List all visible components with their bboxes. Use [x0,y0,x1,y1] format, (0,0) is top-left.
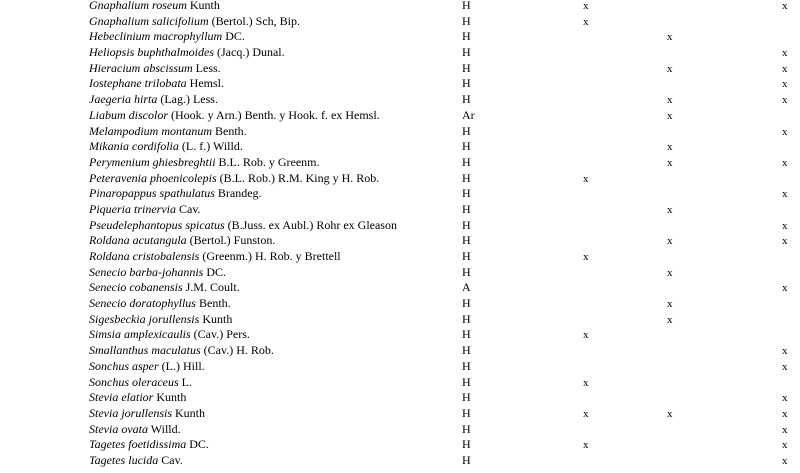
species-cell [89,76,224,92]
species-name: Sigesbeckia jorullensis [89,311,200,326]
species-cell [89,249,341,265]
table-row [0,390,800,406]
species-author: Hemsl. [189,76,225,91]
table-row [0,343,800,359]
presence-mark-col-3: x [782,0,788,12]
growth-form-cell: H [462,29,471,44]
species-author: (Bertol.) Sch, Bip. [211,13,300,28]
species-author: (B.Juss. ex Aubl.) Rohr ex Gleason [227,217,397,232]
presence-mark-col-3: x [782,219,788,232]
species-cell [89,437,209,453]
growth-form-cell: H [462,123,471,138]
table-row [0,280,800,296]
species-cell [89,233,275,249]
species-cell [89,155,320,171]
table-row [0,312,800,328]
species-cell [89,186,262,202]
species-cell [89,108,380,124]
table-row [0,406,800,422]
presence-mark-col-2: x [667,156,673,169]
table-row [0,108,800,124]
presence-mark-col-3: x [782,392,788,405]
species-author: J.M. Coult. [185,280,240,295]
species-name: Smallanthus maculatus [89,343,201,358]
species-name: Simsia amplexicaulis [89,327,191,342]
species-author: B.L. Rob. y Greenm. [218,154,320,169]
species-name: Senecio cobanensis [89,280,183,295]
table-row [0,233,800,249]
species-author: (Bertol.) Funston. [189,233,276,248]
species-name: Stevia jorullensis [89,405,172,420]
species-author: Kunth [189,0,220,12]
species-cell [89,327,250,343]
species-author: (Cav.) H. Rob. [203,343,274,358]
growth-form-cell: H [462,452,471,467]
species-cell [89,359,205,375]
presence-mark-col-2: x [667,94,673,107]
growth-form-cell: H [462,437,471,452]
species-cell [89,14,300,30]
presence-mark-col-3: x [782,78,788,91]
table-row [0,359,800,375]
species-author: Benth. [198,296,231,311]
species-author: (Cav.) Pers. [193,327,250,342]
species-cell [89,312,232,328]
species-author: (B.L. Rob.) R.M. King y H. Rob. [219,170,380,185]
species-cell [89,218,397,234]
presence-mark-col-3: x [782,439,788,452]
species-author: DC. [206,264,226,279]
presence-mark-col-1: x [583,329,589,342]
presence-mark-col-3: x [782,345,788,358]
presence-mark-col-3: x [782,407,788,420]
table-row [0,437,800,453]
growth-form-cell: H [462,405,471,420]
species-cell [89,390,186,406]
species-author: (L.) Hill. [161,358,205,373]
species-name: Stevia elatior [89,390,154,405]
species-author: (Jacq.) Dunal. [217,45,285,60]
species-author: Cav. [161,452,183,467]
table-row [0,218,800,234]
table-row [0,186,800,202]
species-author: Kunth [202,311,233,326]
species-cell [89,375,192,391]
species-cell [89,45,285,61]
table-row [0,76,800,92]
growth-form-cell: H [462,327,471,342]
species-cell [89,0,220,14]
growth-form-cell: H [462,154,471,169]
presence-mark-col-1: x [583,251,589,263]
presence-mark-col-1: x [583,439,589,452]
growth-form-cell: H [462,421,471,436]
presence-mark-col-3: x [782,282,788,295]
species-cell [89,296,231,312]
table-row [0,296,800,312]
growth-form-cell: H [462,296,471,311]
species-name: Perymenium ghiesbreghtii [89,154,216,169]
presence-mark-col-2: x [667,31,673,44]
presence-mark-col-1: x [583,15,589,28]
presence-mark-col-3: x [782,235,788,248]
table-row [0,453,800,469]
species-author: (Greenm.) H. Rob. y Brettell [202,249,341,263]
species-cell [89,453,183,469]
species-author: Benth. [215,123,247,138]
growth-form-cell: H [462,358,471,373]
growth-form-cell: A [462,280,471,295]
species-author: Kunth [156,390,187,405]
species-name: Hebeclinium macrophyllum [89,29,223,44]
table-row [0,155,800,171]
species-cell [89,29,245,45]
species-name: Tagetes lucida [89,452,159,467]
presence-mark-col-3: x [782,94,788,107]
growth-form-cell: H [462,264,471,279]
growth-form-cell: H [462,92,471,107]
species-name: Heliopsis buphthalmoides [89,45,214,60]
presence-mark-col-2: x [667,141,673,154]
presence-mark-col-1: x [583,376,589,389]
presence-mark-col-1: x [583,172,589,185]
presence-mark-col-3: x [782,188,788,201]
growth-form-cell: H [462,76,471,91]
species-author: L. [181,374,192,389]
species-author: (L. f.) Willd. [181,139,243,154]
species-name: Roldana cristobalensis [89,249,200,263]
presence-mark-col-2: x [667,235,673,248]
species-author: Less. [195,60,221,75]
growth-form-cell: H [462,217,471,232]
growth-form-cell: H [462,233,471,248]
species-cell [89,265,226,281]
species-name: Senecio doratophyllus [89,296,196,311]
species-cell [89,171,379,187]
presence-mark-col-3: x [782,423,788,436]
table-row [0,124,800,140]
growth-form-cell: H [462,249,471,263]
species-author: Cav. [179,201,201,216]
table-row [0,61,800,77]
species-author: Willd. [150,421,181,436]
growth-form-cell: H [462,60,471,75]
species-author: Brandeg. [217,186,262,201]
presence-mark-col-3: x [782,47,788,60]
species-name: Liabum discolor [89,107,169,122]
table-row [0,92,800,108]
species-cell [89,280,240,296]
presence-mark-col-1: x [583,0,589,12]
table-row [0,139,800,155]
presence-mark-col-3: x [782,454,788,467]
presence-mark-col-2: x [667,298,673,311]
presence-mark-col-3: x [782,62,788,75]
species-name: Pinaropappus spathulatus [89,186,215,201]
growth-form-cell: H [462,186,471,201]
table-row [0,202,800,218]
presence-mark-col-2: x [667,407,673,420]
species-author: DC. [189,437,209,452]
species-name: Hieracium abscissum [89,60,193,75]
species-author: DC. [225,29,245,44]
species-name: Pseudelephantopus spicatus [89,217,225,232]
species-name: Senecio barba-johannis [89,264,204,279]
species-cell [89,92,218,108]
table-row [0,29,800,45]
presence-mark-col-2: x [667,203,673,216]
species-cell [89,343,274,359]
species-name: Tagetes foetidissima [89,437,187,452]
species-cell [89,139,243,155]
species-cell [89,124,247,140]
growth-form-cell: H [462,170,471,185]
presence-mark-col-2: x [667,62,673,75]
species-name: Iostephane trilobata [89,76,187,91]
species-cell [89,61,221,77]
growth-form-cell: H [462,390,471,405]
species-cell [89,202,201,218]
species-author: Kunth [175,405,205,420]
species-name: Sonchus asper [89,358,159,373]
presence-mark-col-1: x [583,407,589,420]
growth-form-cell: H [462,201,471,216]
presence-mark-col-3: x [782,125,788,138]
species-name: Gnaphalium roseum [89,0,187,12]
growth-form-cell: H [462,343,471,358]
species-name: Gnaphalium salicifolium [89,13,209,28]
species-cell [89,406,205,422]
presence-mark-col-2: x [667,266,673,279]
growth-form-cell: H [462,0,471,12]
presence-mark-col-3: x [782,360,788,373]
growth-form-cell: H [462,311,471,326]
species-name: Stevia ovata [89,421,148,436]
species-author: (Hook. y Arn.) Benth. y Hook. f. ex Hemsl. [171,107,380,122]
species-name: Mikania cordifolia [89,139,179,154]
table-row [0,0,800,14]
species-name: Roldana acutangula [89,233,187,248]
presence-mark-col-3: x [782,156,788,169]
table-row [0,422,800,438]
growth-form-cell: H [462,374,471,389]
growth-form-cell: H [462,45,471,60]
table-row [0,171,800,187]
species-name: Peteravenia phoenicolepis [89,170,217,185]
growth-form-cell: H [462,13,471,28]
species-author: (Lag.) Less. [160,92,218,107]
growth-form-cell: Ar [462,107,475,122]
presence-mark-col-2: x [667,109,673,122]
species-name: Melampodium montanum [89,123,212,138]
species-name: Jaegeria hirta [89,92,158,107]
species-name: Sonchus oleraceus [89,374,179,389]
species-name: Piqueria trinervia [89,201,176,216]
table-row [0,249,800,265]
table-row [0,265,800,281]
table-row [0,375,800,391]
table-row [0,327,800,343]
table-row [0,14,800,30]
species-cell [89,422,181,438]
growth-form-cell: H [462,139,471,154]
table-row [0,45,800,61]
presence-mark-col-2: x [667,313,673,326]
